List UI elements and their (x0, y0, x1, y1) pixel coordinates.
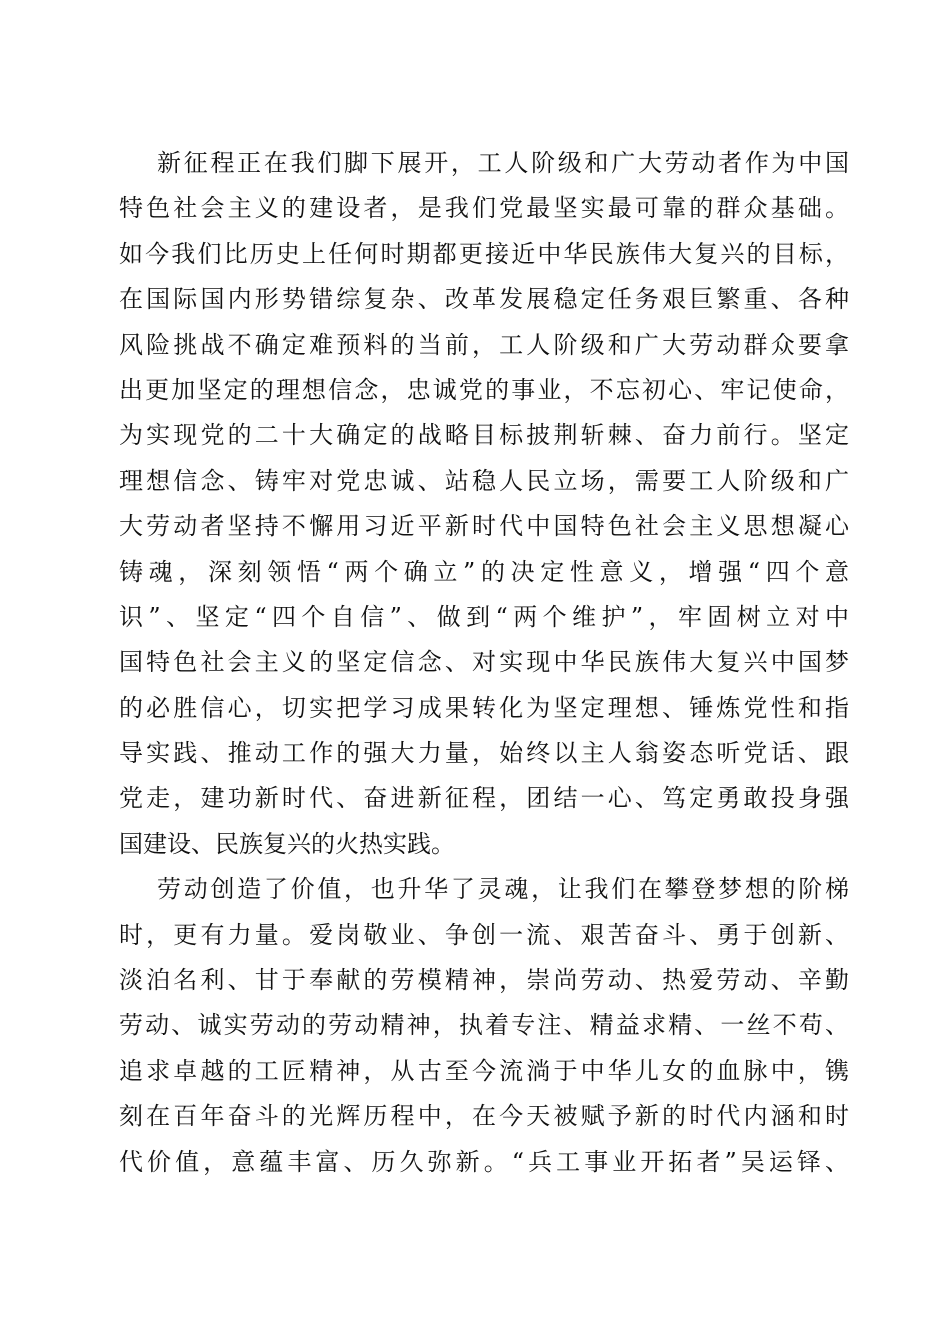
text-line: 党走，建功新时代、奋进新征程，团结一心、笃定勇敢投身强 (119, 784, 849, 813)
text-line: 风险挑战不确定难预料的当前，工人阶级和广大劳动群众要拿 (119, 330, 849, 359)
paragraph-1 (119, 141, 849, 867)
document-body (119, 141, 849, 1185)
text-line: 国特色社会主义的坚定信念、对实现中华民族伟大复兴中国梦 (119, 648, 849, 677)
text-line: 大劳动者坚持不懈用习近平新时代中国特色社会主义思想凝心 (119, 512, 849, 541)
text-line: 导实践、推动工作的强大力量，始终以主人翁姿态听党话、跟 (119, 739, 849, 768)
text-line: 劳动创造了价值，也升华了灵魂，让我们在攀登梦想的阶梯 (157, 875, 849, 904)
text-line: 代价值，意蕴丰富、历久弥新。“兵工事业开拓者”吴运铎、 (119, 1147, 849, 1176)
text-line: 为实现党的二十大确定的战略目标披荆斩棘、奋力前行。坚定 (119, 421, 849, 450)
text-line: 追求卓越的工匠精神，从古至今流淌于中华儿女的血脉中，镌 (119, 1056, 849, 1085)
text-line: 如今我们比历史上任何时期都更接近中华民族伟大复兴的目标， (119, 239, 849, 268)
text-line: 国建设、民族复兴的火热实践。 (119, 829, 455, 858)
text-line: 新征程正在我们脚下展开，工人阶级和广大劳动者作为中国 (157, 149, 849, 177)
paragraph-2 (119, 867, 849, 1185)
text-line: 时，更有力量。爱岗敬业、争创一流、艰苦奋斗、勇于创新、 (119, 920, 849, 949)
text-line: 刻在百年奋斗的光辉历程中，在今天被赋予新的时代内涵和时 (119, 1102, 849, 1131)
text-line: 特色社会主义的建设者，是我们党最坚实最可靠的群众基础。 (119, 194, 849, 223)
text-line: 理想信念、铸牢对党忠诚、站稳人民立场，需要工人阶级和广 (119, 466, 849, 495)
text-line: 劳动、诚实劳动的劳动精神，执着专注、精益求精、一丝不苟、 (119, 1011, 849, 1040)
text-line: 的必胜信心，切实把学习成果转化为坚定理想、锤炼党性和指 (119, 693, 849, 722)
text-line: 铸魂，深刻领悟“两个确立”的决定性意义，增强“四个意 (119, 557, 849, 586)
text-line: 在国际国内形势错综复杂、改革发展稳定任务艰巨繁重、各种 (119, 285, 849, 314)
text-line: 识”、坚定“四个自信”、做到“两个维护”，牢固树立对中 (119, 602, 849, 631)
text-line: 淡泊名利、甘于奉献的劳模精神，崇尚劳动、热爱劳动、辛勤 (119, 966, 849, 995)
text-line: 出更加坚定的理想信念，忠诚党的事业，不忘初心、牢记使命， (119, 375, 849, 404)
